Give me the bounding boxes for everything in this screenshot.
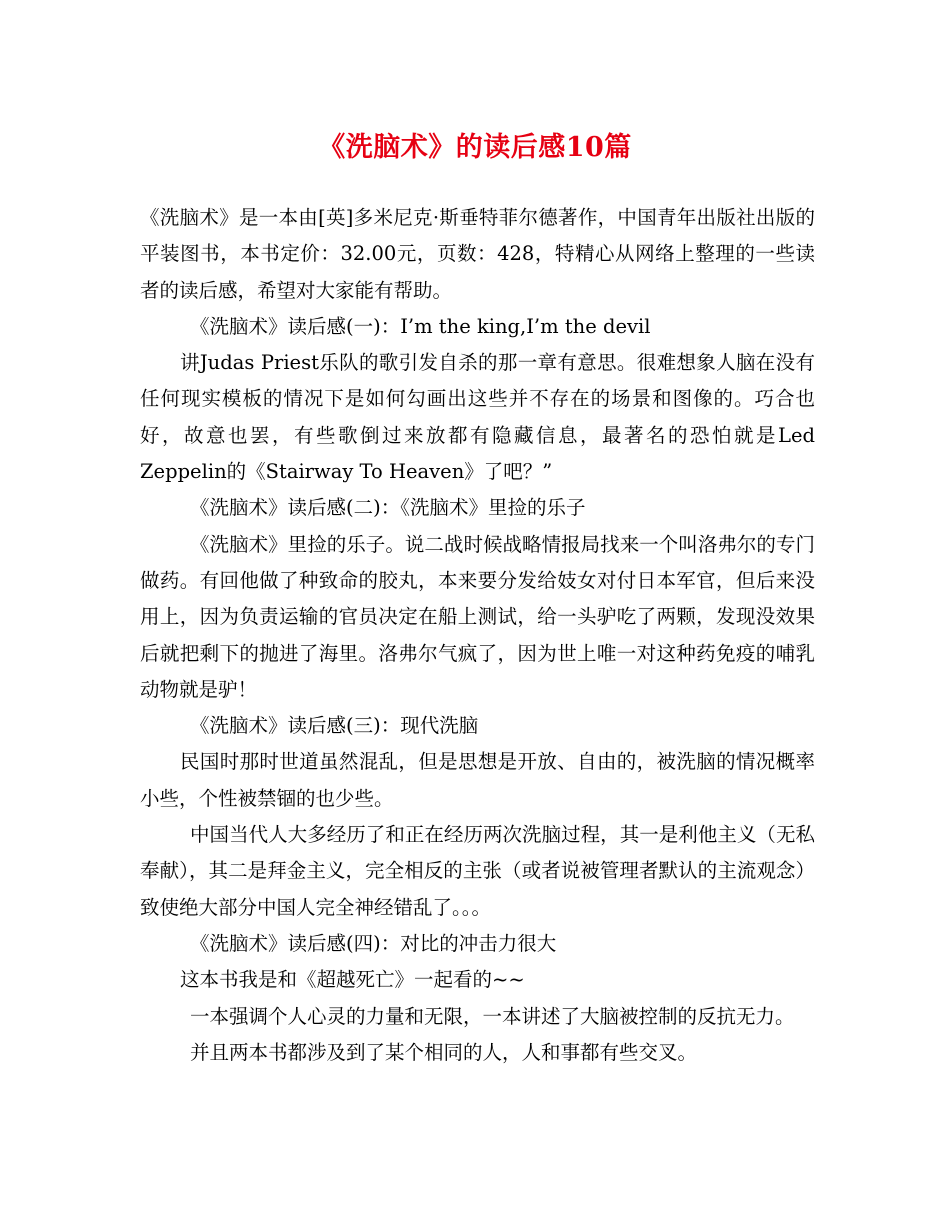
section-heading-3: 《洗脑术》读后感(三)：现代洗脑 [190,714,479,738]
section-paragraph-3a: 民国时那时世道虽然混乱，但是思想是开放、自由的，被洗脑的情况概率小些，个性被禁锢的也少些。 [140,750,815,810]
section-heading-2: 《洗脑术》读后感(二)：《洗脑术》里捡的乐子 [190,496,586,520]
section-paragraph-4c: 并且两本书都涉及到了某个相同的人，人和事都有些交叉。 [190,1040,698,1064]
document-title: 《洗脑术》的读后感10篇 [318,132,632,163]
document-body [140,200,815,1071]
intro-paragraph: 《洗脑术》是一本由[英]多米尼克·斯垂特菲尔德著作，中国青年出版社出版的平装图书，本书定价：32.00元，页数：428，特精心从网络上整理的一些读者的读后感，希望对大家能有帮助。 [140,206,815,302]
section-paragraph-4b: 一本强调个人心灵的力量和无限，一本讲述了大脑被控制的反抗无力。 [190,1004,795,1028]
section-heading-1: 《洗脑术》读后感(一)：I’m the king,I’m the devil [190,314,651,338]
section-paragraph-1: 讲Judas Priest乐队的歌引发自杀的那一章有意思。很难想象人脑在没有任何现实模板的情况下是如何勾画出这些并不存在的场景和图像的。巧合也好，故意也罢，有些歌倒过来放都有隐藏信息，最著名的恐怕就是Led Zeppelin的《Stairway To Heaven》了吧？” [140,351,815,484]
section-paragraph-4a: 这本书我是和《超越死亡》一起看的~~ [180,968,525,992]
section-paragraph-3b: 中国当代人大多经历了和正在经历两次洗脑过程，其一是利他主义（无私奉献），其二是拜金主义，完全相反的主张（或者说被管理者默认的主流观念）致使绝大部分中国人完全神经错乱了。。。 [140,823,815,919]
section-paragraph-2: 《洗脑术》里捡的乐子。说二战时候战略情报局找来一个叫洛弗尔的专门做药。有回他做了种致命的胶丸，本来要分发给妓女对付日本军官，但后来没用上，因为负责运输的官员决定在船上测试，给一头驴吃了两颗，发现没效果后就把剩下的抛进了海里。洛弗尔气疯了，因为世上唯一对这种药免疫的哺乳动物就是驴！ [140,532,815,701]
section-heading-4: 《洗脑术》读后感(四)：对比的冲击力很大 [190,931,557,955]
